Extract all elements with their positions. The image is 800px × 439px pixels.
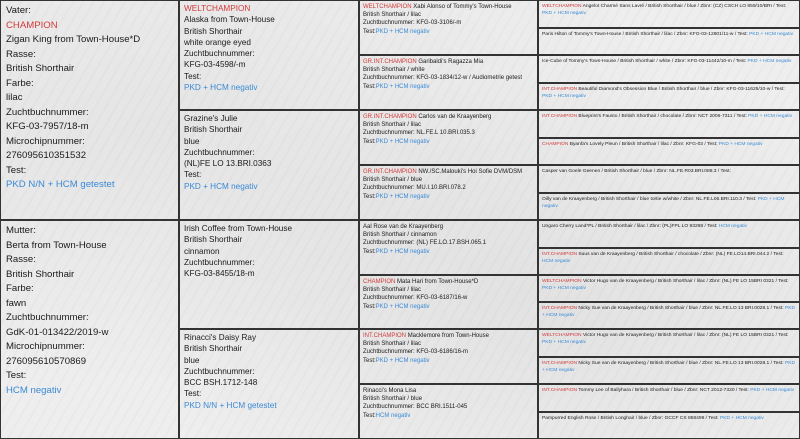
gp-dd-test-label: Test: — [184, 389, 202, 399]
ggp-3-test: PKD + HCM negativ — [375, 138, 430, 145]
gp-ss-name: Alaska from Town-House — [184, 15, 275, 25]
gggp-4-text: Beautiful Diamond's Obsession Blue / British Shorthair / blue / Zbnr: KFG-03-11625/10-w / Test: — [578, 87, 785, 92]
ggp-8-test-label: Test: — [363, 412, 376, 419]
dam-breed-label: Rasse: — [6, 254, 36, 265]
gp-sd-color: blue — [184, 136, 200, 146]
gggp-1-title: WELTCHAMPION — [542, 4, 582, 9]
gp-ss-color: white orange eyed — [184, 37, 251, 47]
sire-test-label: Test: — [6, 164, 27, 176]
gggp-16-cell — [538, 412, 800, 439]
gggp-15-text: Tommy Lee of Ballyhara / British Shorthair / blue / Zbnr: NCT 2012-7320 / Test: — [578, 388, 749, 393]
ggp-4-line3: Zuchtbuchnummer: MU.I.10.BRI.078.2 — [363, 185, 466, 192]
gp-ds-name: Irish Coffee from Town-House — [184, 224, 292, 233]
gggp-14-text: Nicky Sue van de Kraayenberg / British Shorthair / blue / Zbnr: NL.FE.LO 13 BRI.0028.1 / Test: — [578, 361, 784, 366]
granddam-maternal-cell — [179, 329, 359, 439]
dam-color: fawn — [6, 297, 27, 309]
ggp-4-test-label: Test: — [363, 193, 376, 200]
gp-ss-test: PKD + HCM negativ — [184, 83, 258, 93]
gggp-12-text: Nicky Sue van de Kraayenberg / British Shorthair / blue / Zbnr: NL.FE.LO 13 BRI.0028.1 / Test: — [578, 306, 784, 311]
gp-ds-reg-label: Zuchtbuchnummer: — [184, 257, 255, 267]
ggp-2-title: GR.INT.CHAMPION — [363, 59, 417, 65]
ggp-8-test: HCM negativ — [375, 412, 411, 419]
sire-reg: KFG-03-7957/18-m — [6, 121, 89, 132]
ggp-4-line2: British Shorthair / blue — [363, 177, 423, 184]
ggp-4-test: PKD + HCM negativ — [375, 193, 430, 200]
ggp-3-title: GR.INT.CHAMPION — [363, 114, 417, 120]
gp-sd-name: Grazine's Julie — [184, 114, 238, 123]
grandsire-maternal-cell — [179, 220, 359, 329]
granddam-paternal-cell — [179, 110, 359, 220]
gggp-1-cell — [538, 0, 800, 28]
ggp-2-line2: British Shorthair / white — [363, 67, 425, 74]
gp-sd-reg: (NL)FE LO 13.BRI.0363 — [184, 159, 272, 169]
gggp-15-cell — [538, 384, 800, 412]
ggp-5-test-label: Test: — [363, 248, 376, 255]
gggp-16-text: Pampurred English Rose / British Longhair / blue / Zbnr: GCCF CS 858499 / Test: — [542, 416, 719, 421]
ggp-6-name: Mata Hari from Town-House*D — [397, 279, 479, 285]
ggp-8-line3: Zuchtbuchnummer: BCC BRI.1511-045 — [363, 404, 468, 411]
gggp-1-text: Angelot Charmé Sans Lavré / British Shorthair / blue / Zbnr: (CZ) CSCH LO 859/10/BRI / Test: — [582, 4, 787, 9]
ggp-1-line2: British Shorthair / lilac — [363, 12, 422, 19]
sire-cell — [0, 0, 179, 220]
dam-reg: GdK-01-013422/2019-w — [6, 326, 109, 338]
gggp-8-cell — [538, 193, 800, 220]
dam-chip: 276095610570869 — [6, 355, 87, 367]
ggp-6-title: CHAMPION — [363, 279, 396, 285]
ggp-2-line3: Zuchtbuchnummer: KFG-03-1834/12-w / Audiometrie getest — [363, 75, 523, 82]
ggp-1-cell — [359, 0, 538, 55]
ggp-7-test-label: Test: — [363, 357, 376, 364]
dam-cell — [0, 220, 179, 439]
gggp-9-test: HCM negativ — [718, 224, 748, 229]
gp-sd-test: PKD + HCM negativ — [184, 181, 258, 191]
gggp-12-title: INT.CHAMPION — [542, 306, 578, 311]
gggp-13-test: PKD + HCM negativ — [542, 340, 586, 345]
gp-sd-test-label: Test: — [184, 170, 202, 180]
ggp-2-name: Garibaldi's Ragazza Mia — [418, 59, 484, 65]
sire-color: lilac — [6, 92, 23, 103]
sire-reg-label: Zuchtbuchnummer: — [6, 106, 89, 118]
gp-ss-breed: British Shorthair — [184, 26, 243, 36]
ggp-6-line2: British Shorthair / lilac — [363, 287, 422, 294]
gggp-9-text: Ungaro Cherry Land*PL / British Shorthair / lilac / Zbnr: (PL)FPL LO 93298 / Test: — [542, 224, 718, 229]
gp-ss-reg: KFG-03-4598/-m — [184, 60, 246, 70]
ggp-4-name: NW./SC.Malouki's Hoi Sofie DVM/DSM — [418, 169, 523, 175]
gggp-16-test: PKD + HCM negativ — [719, 416, 764, 421]
sire-chip-label: Microchipnummer: — [6, 135, 85, 147]
gggp-15-test: PKD + HCM negativ — [750, 388, 795, 393]
ggp-5-name: Aal Rose van de Kraayenberg — [363, 224, 444, 230]
gp-ds-breed: British Shorthair — [184, 235, 243, 245]
gggp-4-test: PKD + HCM negativ — [542, 94, 586, 99]
ggp-1-title: WELTCHAMPION — [363, 4, 412, 10]
gggp-13-cell — [538, 329, 800, 357]
gggp-3-test: PKD + HCM negativ — [747, 59, 792, 64]
gggp-3-text: Ice-Cube of Tommy's Town-House / British Shorthair / white / Zbnr: KFG-03-11442/10-m / Test: — [542, 59, 747, 64]
grandsire-paternal-cell — [179, 0, 359, 110]
gggp-5-cell — [538, 110, 800, 138]
dam-role: Mutter: — [6, 225, 36, 236]
gggp-2-cell — [538, 28, 800, 55]
gggp-7-text: Casper van Goele Geenen / British Shorthair / blue / Zbnr: NL.FE.R03.BRI.088.3 / Test: — [542, 169, 731, 174]
dam-name: Berta from Town-House — [6, 239, 107, 251]
ggp-1-line3: Zuchtbuchnummer: KFG-03-3106/-m — [363, 20, 462, 27]
gggp-13-text: Victor Hugo van de Kraayenberg / British Shorthair / lilac / Zbnr: (NL) FE LO 15BRI 0321 / Test: — [582, 333, 789, 338]
gp-dd-color: blue — [184, 355, 200, 365]
ggp-4-title: GR.INT.CHAMPION — [363, 169, 417, 175]
gggp-6-text: Byanfa's Lovely Pleun / British Shorthair / lilac / Zbnr: KFG-03 / Test: — [569, 142, 718, 147]
gp-dd-name: Rinacci's Daisy Ray — [184, 333, 257, 342]
sire-name: Zigan King from Town-House*D — [6, 34, 141, 45]
sire-role: Vater: — [6, 5, 31, 16]
gggp-10-test: HCM negativ — [542, 259, 571, 264]
gggp-5-test: PKD + HCM negativ — [748, 114, 793, 119]
gggp-3-cell — [538, 55, 800, 83]
ggp-3-line2: British Shorthair / lilac — [363, 122, 422, 129]
dam-color-label: Farbe: — [6, 283, 34, 294]
dam-breed: British Shorthair — [6, 268, 75, 280]
gp-ds-color: cinnamon — [184, 246, 220, 256]
ggp-3-line3: Zuchtbuchnummer: NL.FE.L 10.BRI.035.3 — [363, 130, 475, 137]
sire-title: CHAMPION — [6, 19, 58, 31]
gggp-14-test: PKD + HCM negativ — [542, 361, 795, 373]
gp-dd-test: PKD N/N + HCM getestet — [184, 400, 277, 410]
ggp-7-cell — [359, 329, 538, 384]
sire-color-label: Farbe: — [6, 77, 34, 89]
gp-sd-reg-label: Zuchtbuchnummer: — [184, 147, 255, 157]
dam-test: HCM negativ — [6, 384, 62, 396]
gggp-11-text: Victor Hugo van de Kraayenberg / British Shorthair / lilac / Zbnr: (NL) FE LO 15BRI 0321 / Test: — [582, 279, 789, 284]
gp-sd-breed: British Shorthair — [184, 125, 243, 135]
gggp-11-title: WELTCHAMPION — [542, 279, 582, 284]
ggp-5-cell — [359, 220, 538, 275]
ggp-1-test: PKD + HCM negativ — [375, 28, 430, 35]
gggp-5-title: INT.CHAMPION — [542, 114, 578, 119]
ggp-3-test-label: Test: — [363, 138, 376, 145]
ggp-5-line3: Zuchtbuchnummer: (NL) FE.LO.17.BSH.065.1 — [363, 240, 487, 247]
gggp-6-cell — [538, 138, 800, 165]
gggp-4-cell — [538, 83, 800, 110]
sire-test: PKD N/N + HCM getestet — [6, 179, 115, 190]
ggp-1-name: Xabi Alonso of Tommy's Town-House — [413, 4, 512, 10]
gp-ds-reg: KFG-03-8455/18-m — [184, 269, 255, 279]
dam-chip-label: Microchipnummer: — [6, 341, 85, 352]
gggp-5-text: Blueprint's Fausto / British Shorthair / chocolate / Zbnr: NCT 2006-7311 / Test: — [578, 114, 747, 119]
gggp-11-test: PKD + HCM negativ — [542, 286, 586, 291]
gggp-10-text: Suus van de Kraayenberg / British Shorthair / chocolate / Zbnr: (NL) FE.LO14.BRI.044.2 / Test: — [578, 252, 784, 257]
gp-ss-title: WELTCHAMPION — [184, 4, 251, 13]
gggp-6-title: CHAMPION — [542, 142, 569, 147]
gp-dd-reg-label: Zuchtbuchnummer: — [184, 366, 255, 376]
sire-breed: British Shorthair — [6, 63, 75, 74]
ggp-3-cell — [359, 110, 538, 165]
gggp-9-cell — [538, 220, 800, 248]
gggp-4-title: INT.CHAMPION — [542, 87, 578, 92]
ggp-5-line2: British Shorthair / cinnamon — [363, 232, 437, 239]
gggp-2-test: PKD + HCM negativ — [749, 32, 794, 37]
gp-dd-breed: British Shorthair — [184, 344, 243, 354]
ggp-7-name: Macklemore from Town-House — [407, 333, 489, 339]
gggp-8-text: Oilly van de Kraayenberg / British Shorthair / blue tortie w/white / Zbnr: NL.FE.L06.BRI.110.3 / Test: — [542, 197, 757, 202]
gggp-14-cell — [538, 357, 800, 384]
gggp-1-test: PKD + HCM negativ — [542, 11, 586, 16]
ggp-8-line2: British Shorthair / blue — [363, 396, 423, 403]
dam-reg-label: Zuchtbuchnummer: — [6, 312, 89, 323]
gp-ss-reg-label: Zuchtbuchnummer: — [184, 49, 255, 59]
ggp-2-test-label: Test: — [363, 83, 376, 90]
ggp-7-line3: Zuchtbuchnummer: KFG-03-6186/16-m — [363, 349, 469, 356]
sire-breed-label: Rasse: — [6, 48, 36, 60]
ggp-4-cell — [359, 165, 538, 220]
gggp-10-cell — [538, 248, 800, 275]
gggp-7-cell — [538, 165, 800, 193]
gggp-6-test: PKD + HCM negativ — [718, 142, 763, 147]
ggp-1-test-label: Test: — [363, 28, 376, 35]
ggp-2-cell — [359, 55, 538, 110]
ggp-7-line2: British Shorthair / lilac — [363, 341, 422, 348]
gp-dd-reg: BCC BSH.1712-148 — [184, 378, 258, 388]
gggp-12-test: PKD + HCM negativ — [542, 306, 795, 318]
ggp-8-name: Rinacci's Mona Lisa — [363, 388, 417, 394]
ggp-5-test: PKD + HCM negativ — [375, 248, 430, 255]
gp-ss-test-label: Test: — [184, 71, 202, 81]
ggp-6-test-label: Test: — [363, 303, 376, 310]
gggp-14-title: INT.CHAMPION — [542, 361, 578, 366]
gggp-8-test: PKD + HCM negativ — [542, 197, 785, 209]
ggp-6-test: PKD + HCM negativ — [375, 303, 430, 310]
ggp-6-cell — [359, 275, 538, 329]
gggp-11-cell — [538, 275, 800, 302]
gggp-12-cell — [538, 302, 800, 329]
gggp-10-title: INT.CHAMPION — [542, 252, 578, 257]
gggp-15-title: INT.CHAMPION — [542, 388, 578, 393]
ggp-7-test: PKD + HCM negativ — [375, 357, 430, 364]
ggp-6-line3: Zuchtbuchnummer: KFG-03-6187/16-w — [363, 295, 468, 302]
sire-chip: 276095610351532 — [6, 150, 87, 161]
gggp-13-title: WELTCHAMPION — [542, 333, 582, 338]
ggp-3-name: Carlos van de Kraayenberg — [418, 114, 492, 120]
ggp-8-cell — [359, 384, 538, 439]
gggp-2-text: Paris Hilton of Tommy's Town-House / British Shorthair / lilac / Zbnr: KFG-03-12801/11-w / Test: — [542, 32, 748, 37]
dam-test-label: Test: — [6, 370, 27, 381]
ggp-7-title: INT.CHAMPION — [363, 333, 407, 339]
ggp-2-test: PKD + HCM negativ — [375, 83, 430, 90]
